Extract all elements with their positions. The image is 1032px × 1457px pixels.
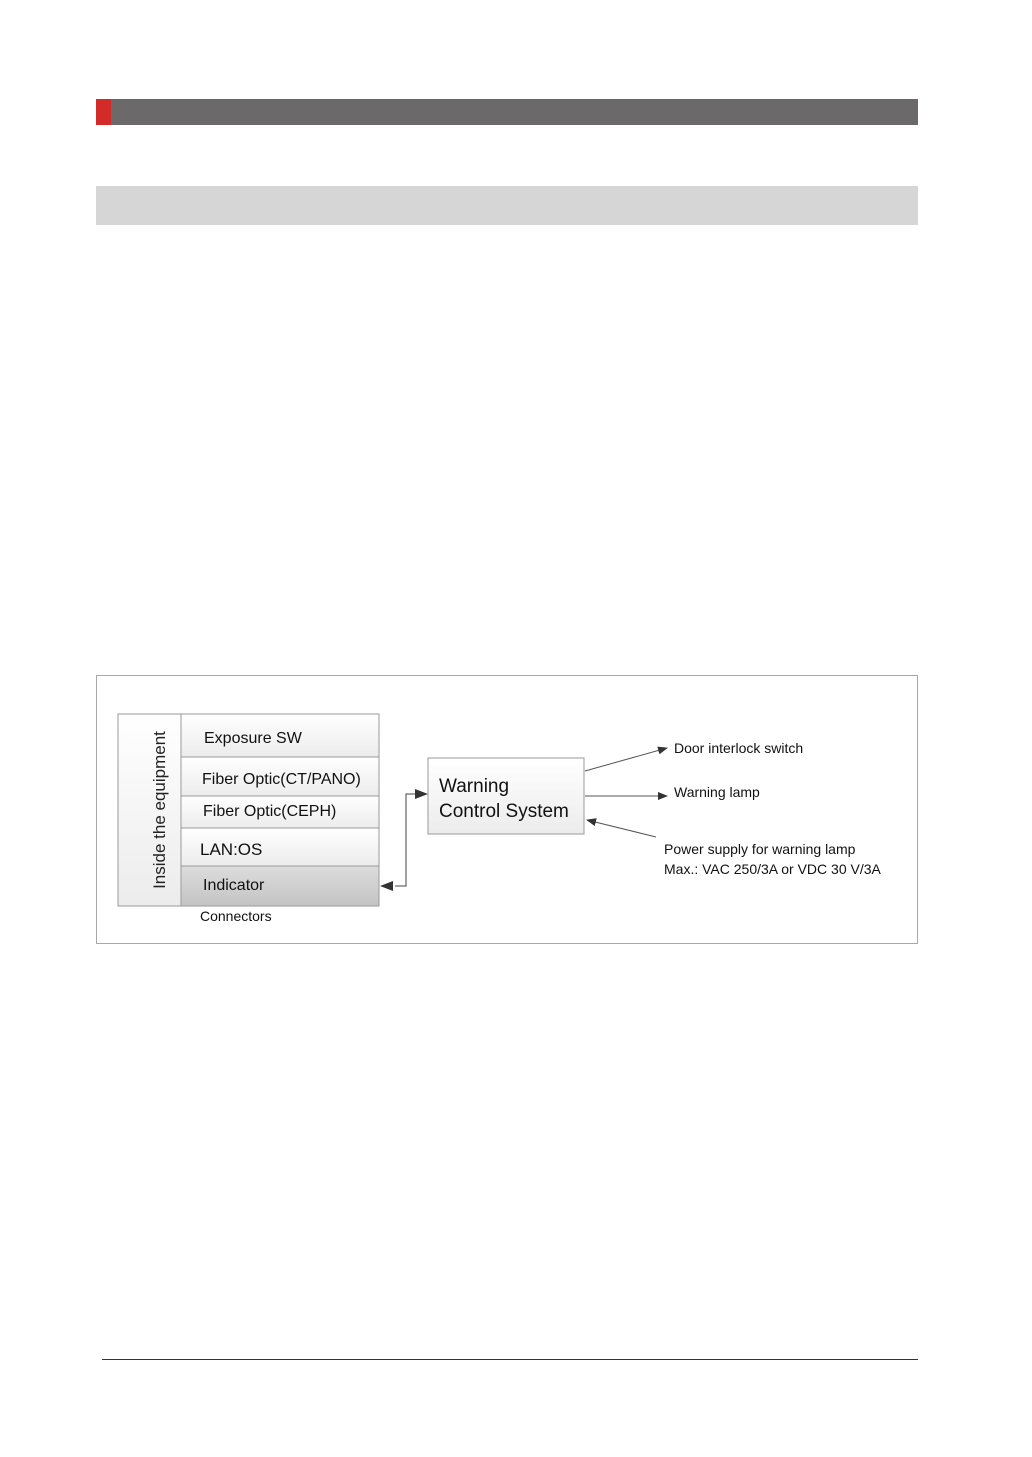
warning-lamp-label: Warning lamp [674,784,760,800]
connector-label-fiber-ceph: Fiber Optic(CEPH) [203,803,337,820]
chapter-header-bar [96,99,918,125]
connection-diagram-frame [96,675,918,944]
power-supply-arrow [587,820,656,837]
connectors-caption: Connectors [200,908,272,924]
door-interlock-arrow [585,748,667,771]
power-supply-label-line1: Power supply for warning lamp [664,841,856,857]
footer-rule [102,1359,918,1360]
section-header-bar [96,186,918,225]
indicator-link-arrow-left [380,881,393,891]
indicator-link-line [395,794,421,886]
connector-label-lan-os: LAN:OS [200,840,263,859]
inside-equipment-label: Inside the equipment [150,731,169,889]
connection-diagram [97,676,919,945]
control-box-label-line2: Control System [439,801,569,822]
door-interlock-label: Door interlock switch [674,740,804,756]
chapter-accent-marker [96,99,111,125]
indicator-link-arrow-right [415,789,428,799]
connector-label-indicator: Indicator [203,877,265,894]
connector-label-exposure-sw: Exposure SW [204,730,302,747]
control-box-label-line1: Warning [439,776,510,797]
power-supply-label-line2: Max.: VAC 250/3A or VDC 30 V/3A [664,861,881,877]
connector-label-fiber-ct-pano: Fiber Optic(CT/PANO) [202,771,361,788]
